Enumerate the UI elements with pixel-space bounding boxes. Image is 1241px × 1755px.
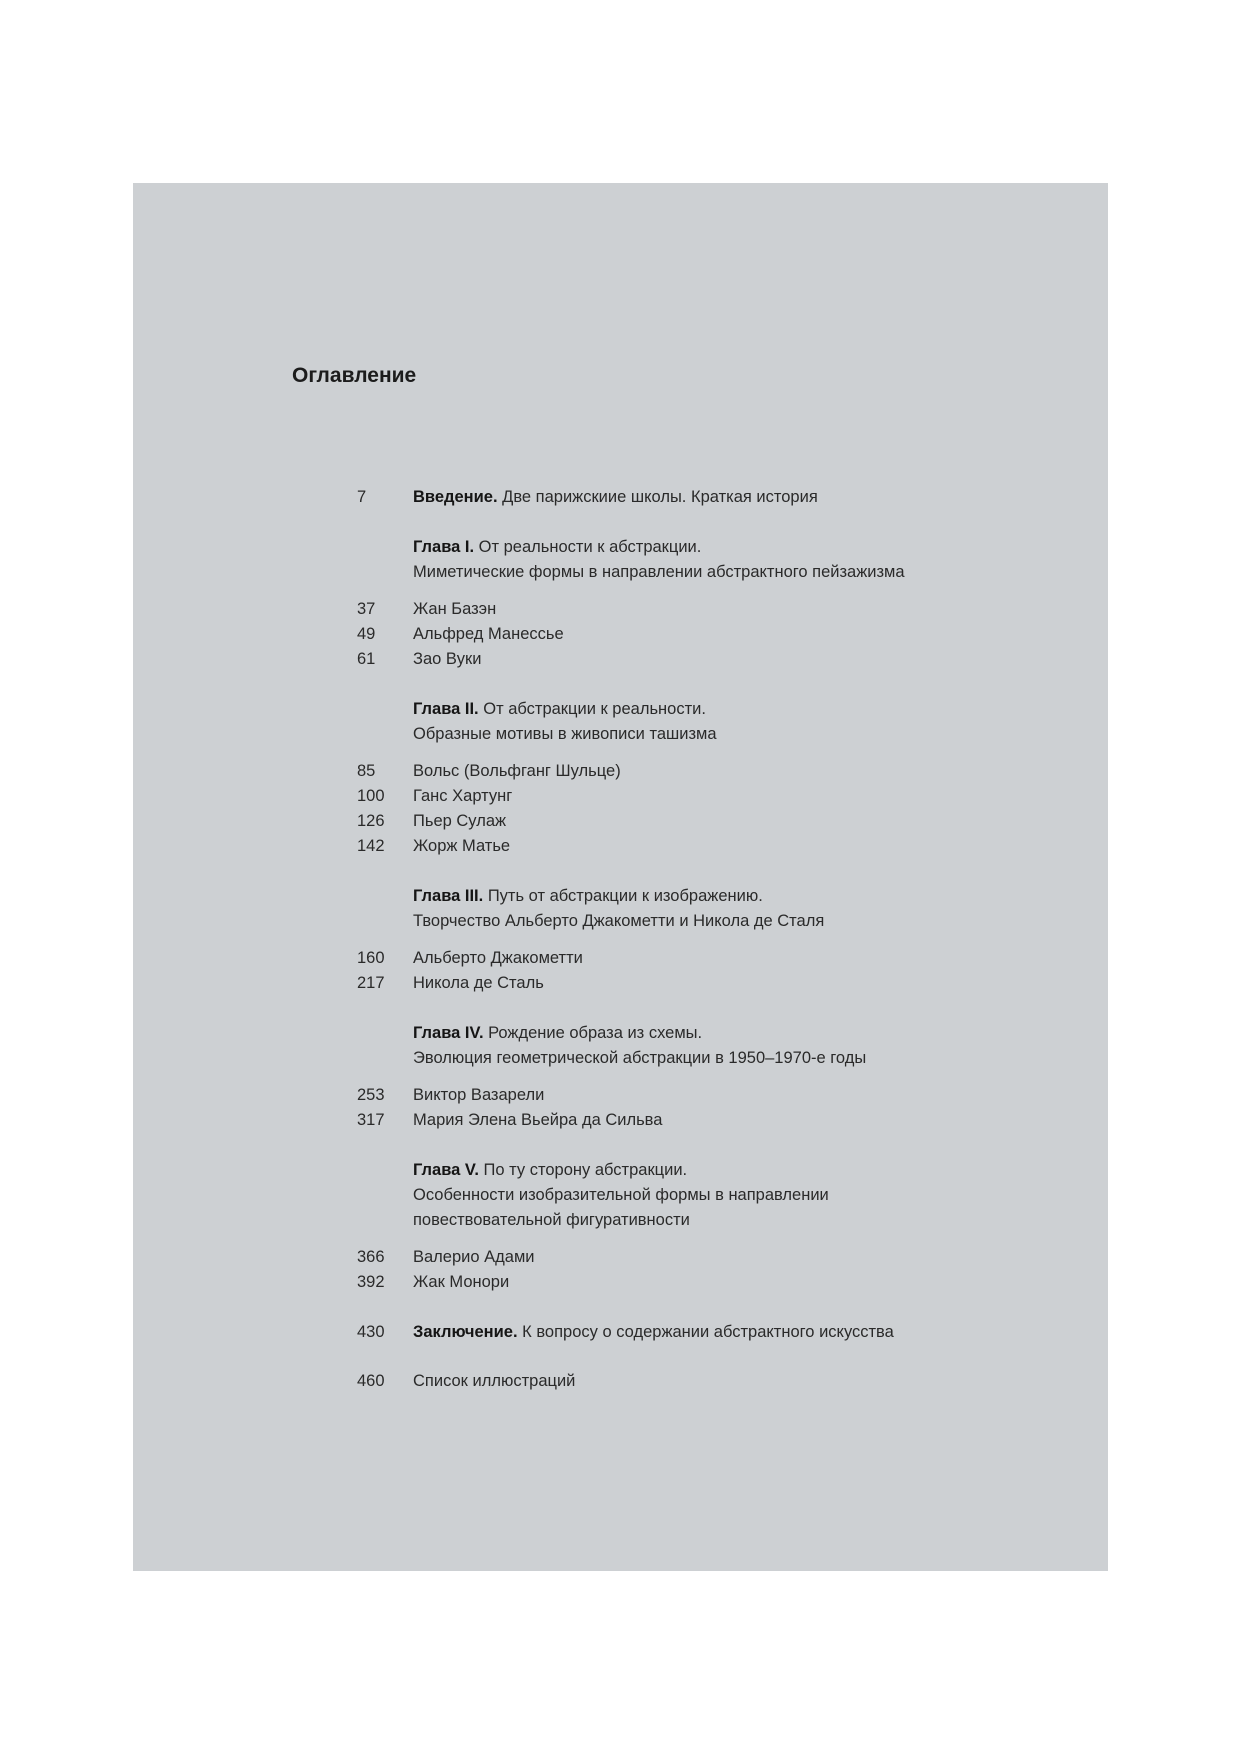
chapter-title: Путь от абстракции к изображению. xyxy=(487,887,763,905)
entry-title: Пьер Сулаж xyxy=(413,812,507,830)
entry-title: Две парижскиие школы. Краткая история xyxy=(502,488,818,506)
chapter-title: От реальности к абстракции. xyxy=(478,538,702,556)
page-number: 126 xyxy=(357,812,385,830)
entry-title: Жорж Матье xyxy=(413,837,511,855)
chapter-title: Рождение образа из схемы. xyxy=(488,1024,703,1042)
page-number: 217 xyxy=(357,974,385,992)
page-number: 142 xyxy=(357,837,385,855)
chapter-label: Глава III. xyxy=(413,887,484,905)
chapter-label: Глава I. xyxy=(413,538,475,556)
page-number: 317 xyxy=(357,1111,385,1129)
entry-title: Мария Элена Вьейра да Сильва xyxy=(413,1111,663,1129)
entry-title: Виктор Вазарели xyxy=(413,1086,545,1104)
entry-title: Жак Монори xyxy=(413,1273,510,1291)
page-number: 253 xyxy=(357,1086,385,1104)
chapter-label: Глава II. xyxy=(413,700,479,718)
entry-title: Список иллюстраций xyxy=(413,1372,576,1390)
page-number: 85 xyxy=(357,762,376,780)
entry-title: Жан Базэн xyxy=(413,600,497,618)
entry-label: Введение. xyxy=(413,488,498,506)
entry-title: Зао Вуки xyxy=(413,650,482,668)
entry-title: Никола де Сталь xyxy=(413,974,544,992)
entry-text xyxy=(413,1320,894,1345)
page-number: 366 xyxy=(357,1248,385,1266)
chapter-label: Глава V. xyxy=(413,1161,479,1179)
chapter-title: От абстракции к реальности. xyxy=(483,700,706,718)
entry-title: Валерио Адами xyxy=(413,1248,535,1266)
page-number: 392 xyxy=(357,1273,385,1291)
entry-label: Заключение. xyxy=(413,1323,518,1341)
entry-title: Ганс Хартунг xyxy=(413,787,513,805)
entry-title: Вольс (Вольфганг Шульце) xyxy=(413,762,621,780)
page-number: 430 xyxy=(357,1323,385,1341)
entry-text xyxy=(413,485,818,510)
page-number: 61 xyxy=(357,650,376,668)
entry-title: К вопросу о содержании абстрактного искусства xyxy=(522,1323,894,1341)
page-number: 49 xyxy=(357,625,376,643)
page-title: Оглавление xyxy=(292,364,417,387)
chapter-title: По ту сторону абстракции. xyxy=(483,1161,688,1179)
page-number: 160 xyxy=(357,949,385,967)
page-number: 37 xyxy=(357,600,376,618)
page-panel xyxy=(133,183,1108,1571)
entry-title: Альберто Джакометти xyxy=(413,949,583,967)
page-number: 460 xyxy=(357,1372,385,1390)
entry-title: Альфред Манессье xyxy=(413,625,564,643)
page-number: 100 xyxy=(357,787,385,805)
page-number: 7 xyxy=(357,488,367,506)
chapter-label: Глава IV. xyxy=(413,1024,484,1042)
